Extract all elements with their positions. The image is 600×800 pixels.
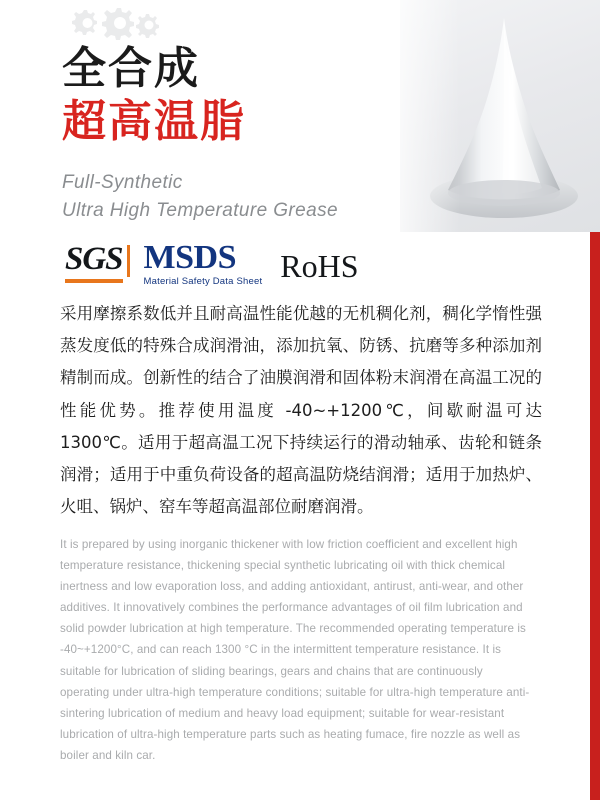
page-subtitle-en-line2: Ultra High Temperature Grease: [62, 199, 338, 221]
page-subtitle-en-line1: Full-Synthetic: [62, 172, 183, 194]
msds-sublabel: Material Safety Data Sheet: [143, 275, 263, 287]
msds-logo: [143, 238, 263, 287]
description-cn: 采用摩擦系数低并且耐高温性能优越的无机稠化剂，稠化学惰性强蒸发度低的特殊合成润滑油，添加抗氧、防锈、抗磨等多种添加剂精制而成。创新性的结合了油膜润滑和固体粉末润滑在高温工况的性能优势。推荐使用温度 -40~+1200℃，间歇耐温可达 1300℃。适用于超高温工况下持续运行的滑动轴承、齿轮和链条润滑；适用于中重负荷设备的超高温防烧结润滑；适用于加热炉、火咀、锅炉、窑车等超高温部位耐磨润滑。: [60, 304, 542, 517]
page-title-cn-secondary: 超高温脂: [62, 95, 246, 147]
gear-decoration-icon: [70, 6, 160, 40]
sgs-underline: [65, 279, 123, 283]
sgs-logo: [62, 243, 126, 286]
sgs-label: SGS: [65, 241, 123, 277]
side-accent-bar: [590, 232, 600, 800]
title-block: [62, 44, 392, 224]
msds-label: MSDS: [143, 238, 237, 276]
page-title-cn-primary: 全合成: [62, 43, 200, 94]
rohs-label: RoHS: [280, 248, 359, 284]
description-en: It is prepared by using inorganic thickener with low friction coefficient and excellent high temperature resistance, thickening special synthetic lubricating oil with thick chemical inertness and low evaporation loss, and adding antioxidant, antirust, anti-wear, and other additives. It innovatively combines the performance advantages of oil film lubrication and solid powder lubrication at high temperature. The recommended operating temperature is -40~+1200°C, and can reach 1300 °C in the intermittent temperature resistance. It is suitable for lubrication of sliding bearings, gears and chains that are continuously operating under ultra-high temperature conditions; suitable for ultra-high temperature anti-sintering lubrication of medium and heavy load equipment; suitable for wear-resistant lubrication of ultra-high temperature parts such as heating fumace, fire nozzle as well as boiler and kiln car.: [60, 538, 530, 762]
page-subtitle-en: [62, 169, 392, 224]
product-image: [400, 0, 600, 232]
photo-fade-overlay: [400, 0, 460, 232]
certification-logos: [62, 234, 542, 286]
sgs-tick-mark: [127, 245, 130, 277]
